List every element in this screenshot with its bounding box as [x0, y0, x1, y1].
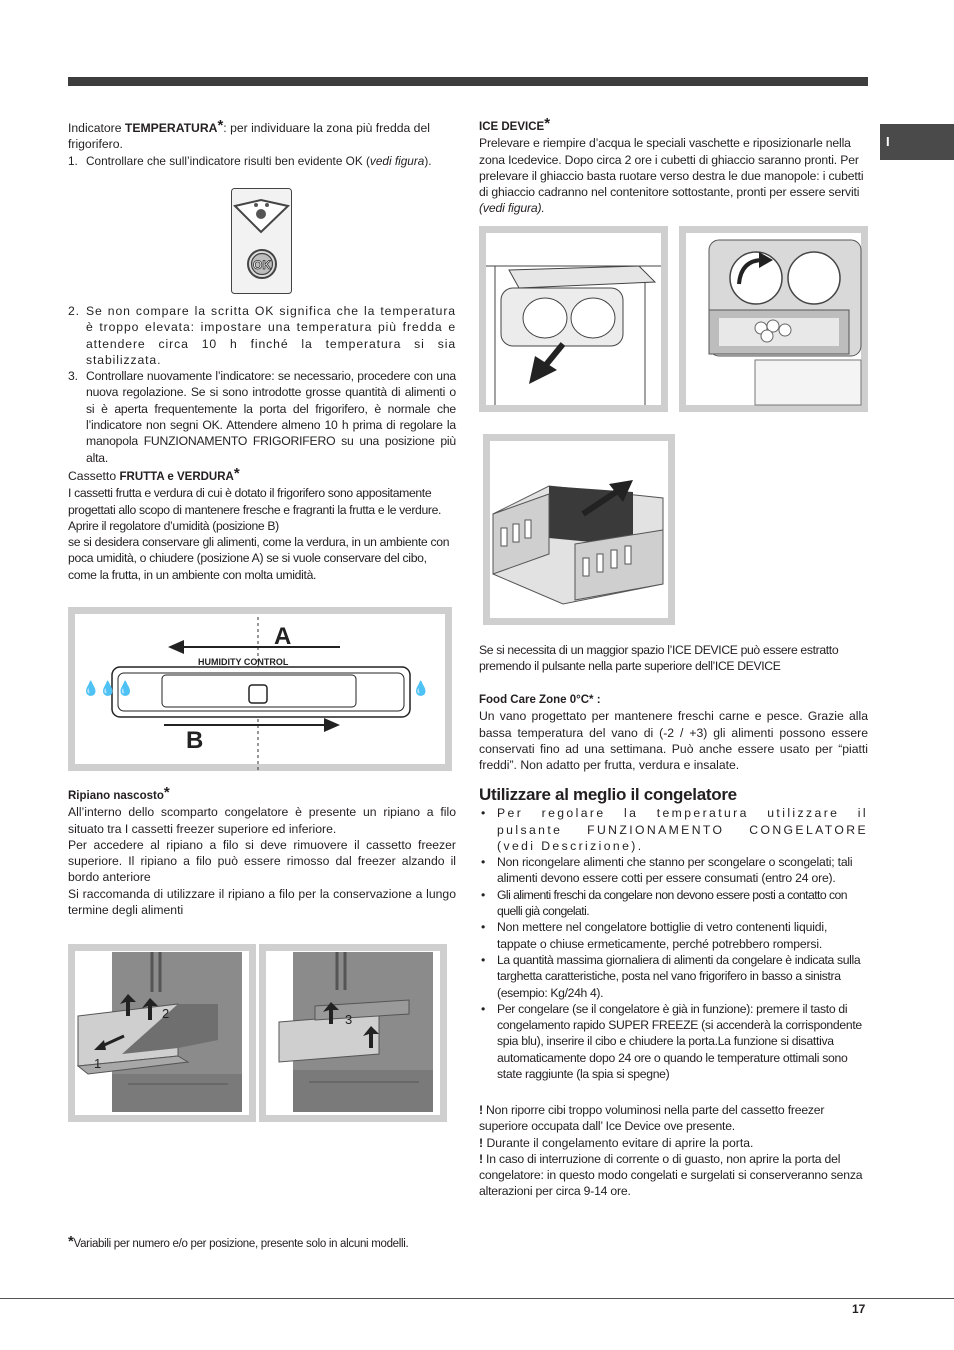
- position-a-label: A: [274, 623, 292, 650]
- language-tab-label: I: [886, 134, 890, 149]
- list-item: • Per regolare la temperatura utilizzare il pulsante FUNZIONAMENTO CONGELATORE (vedi Descrizione).: [481, 806, 868, 853]
- list-item: • La quantità massima giornaliera di alimenti da congelare è indicata sulla targhetta caratteristiche, posta nel vano frigorifero in basso a sinistra (esempio: Kg/24h 4).: [481, 952, 861, 1000]
- position-b-label: B: [186, 727, 204, 754]
- temp-heading: TEMPERATURA: [124, 121, 218, 135]
- list-item: • Non mettere nel congelatore bottiglie di vetro contenenti liquidi, tappate o chiuse ermeticamente, perché potrebbero rompersi.: [481, 920, 828, 951]
- warning-item: ! Durante il congelamento evitare di aprire la porta.: [479, 1135, 754, 1150]
- warning-item: ! In caso di interruzione di corrente o di guasto, non aprire la porta del congelatore: in questo modo congelati e surgelati si conserveranno senza alterazioni per circa 9-14 ore.: [479, 1151, 863, 1199]
- list-item: • Gli alimenti freschi da congelare non devono essere posti a contatto con quelli già congelati.: [481, 887, 847, 919]
- footnote-text: Variabili per numero e/o per posizione, presente solo in alcuni modelli.: [73, 1238, 409, 1250]
- food-care-section: [479, 691, 868, 773]
- humidity-control-label: HUMIDITY CONTROL: [198, 657, 289, 667]
- high-humidity-icon: 💧💧💧: [82, 680, 135, 696]
- ice-device-heading: ICE DEVICE: [479, 121, 545, 133]
- shelf-text-1: All’interno dello scomparto congelatore è presente un ripiano a filo situato tra I cassetti freezer superiore ed inferiore.: [68, 805, 456, 836]
- temperature-section: Indicatore TEMPERATURA*: per individuare la zona più fredda del frigorifero. 1. Controllare che sull’indicatore risulti ben evidente OK (vedi figura).: [68, 117, 432, 168]
- freezer-drawer-figure-2: [259, 944, 447, 1122]
- step-3-text: Controllare nuovamente l’indicatore: se necessario, procedere con una nuova regolazione. Se si sono introdotte grosse quantità di alimenti o si è aperta frequentemente la porta del frigorifero, è normale che l’indicatore non segni OK. Attendere almeno 10 h prima di regolare la manopola FUNZIONAMENTO FRIGORIFERO su una posizione più alta.: [86, 369, 456, 465]
- temp-prefix: Indicatore: [68, 121, 125, 135]
- low-humidity-icon: 💧: [412, 680, 430, 696]
- step-3-marker: 3: [345, 1012, 353, 1027]
- step-number: 1.: [68, 153, 78, 168]
- step-2-text: Se non compare la scritta OK significa che la temperatura è troppo elevata: impostare una temperatura più fredda e attendere circa 10 h finché la temperatura si sia stabilizzata.: [86, 304, 456, 367]
- shelf-heading: Ripiano nascosto: [68, 790, 164, 802]
- freezer-drawer-figure-1: [68, 944, 256, 1122]
- asterisk: *: [217, 117, 224, 134]
- ice-extract-section: [479, 642, 868, 675]
- step-2-marker: 2: [162, 1006, 170, 1021]
- header-bar: [68, 77, 868, 86]
- ice-device-figure-3: [483, 434, 675, 625]
- ice-device-figure-2: [679, 226, 868, 412]
- temperature-steps: 2. Se non compare la scritta OK significa che la temperatura è troppo elevata: impostare una temperatura più fredda e attendere circa 10 h finché la temperatura si sia stabilizzata. 3. Controllare nuovamente l’indicatore: se necessario, procedere con una nuova regolazione. Se si sono introdotte grosse quantità di alimenti o si è aperta frequentemente la porta del frigorifero, è normale che l’indicatore non segni OK. Attendere almeno 10 h prima di regolare la manopola FUNZIONAMENTO FRIGORIFERO su una posizione più alta.: [68, 304, 456, 465]
- freezer-section: [479, 787, 868, 1082]
- temp-intro: : per individuare la zona più fredda del frigorifero.: [68, 121, 430, 152]
- shelf-text-3: Si raccomanda di utilizzare il ripiano a filo per la conservazione a lungo termine degli alimenti: [68, 886, 456, 918]
- ok-label: OK: [253, 258, 271, 272]
- temperature-indicator-figure: [231, 188, 292, 294]
- warning-icon: !: [479, 1135, 484, 1150]
- food-care-text: Un vano progettato per mantenere freschi carne e pesce. Grazie alla bassa temperatura del vano di (-2 / +3) gli alimenti possono essere conservati fino ad una settimana. Può anche essere usato per “piatti freddi”. Non adatto per frutta, verdura e insalate.: [479, 709, 868, 773]
- fruit-drawer-section: Cassetto FRUTTA e VERDURA* I cassetti frutta e verdura di cui è dotato il frigorifero sono appositamente progettati allo scopo di mantenere fresche e fragranti la frutta e le verdure. Aprire il regolatore d’umidità (posizione B) se si desidera conservare gli alimenti, come la verdura, in un ambiente con poca umidità, o chiudere (posizione A) se si vuole conservare del cibo, come la frutta, in un ambiente con molta umidità.: [68, 468, 456, 583]
- step-1-marker: 1: [94, 1056, 102, 1071]
- ice-extract-text: Se si necessita di un maggior spazio l’ICE DEVICE può essere estratto premendo il pulsante nella parte superiore dell’ICE DEVICE: [479, 643, 839, 674]
- hidden-shelf-section: Ripiano nascosto* All’interno dello scomparto congelatore è presente un ripiano a filo situato tra I cassetti freezer superiore ed inferiore. Per accedere al ripiano a filo si deve rimuovere il cassetto freezer superiore. Il ripiano a filo può essere rimosso dal freezer alzando il bordo anteriore Si raccomanda di utilizzare il ripiano a filo per la conservazione a lungo termine degli alimenti: [68, 784, 456, 918]
- drawer-text-1: I cassetti frutta e verdura di cui è dotato il frigorifero sono appositamente progettati allo scopo di mantenere fresche e fragranti la frutta e le verdure. Aprire il regolatore d’umidità (posizione B): [68, 486, 442, 533]
- warning-icon: !: [479, 1103, 483, 1117]
- list-item: • Non ricongelare alimenti che stanno per scongelare o scongelati; tali alimenti devono essere cotti per essere consumati (entro 24 ore).: [481, 855, 853, 886]
- warnings-section: [479, 1102, 868, 1200]
- ice-device-text: Prelevare e riempire d’acqua le speciali vaschette e riposizionarle nella zona Icedevice. Dopo circa 2 ore i cubetti di ghiaccio saranno pronti. Per prelevare il ghiaccio basta ruotare verso destra le due manopole: i cubetti di ghiaccio cadranno nel contenitore sottostante, pronti per essere serviti: [479, 136, 864, 200]
- drawer-text-2: se si desidera conservare gli alimenti, come la verdura, in un ambiente con poca umidità, o chiudere (posizione A) se si vuole conservare del cibo, come la frutta, in un ambiente con molta umidità.: [68, 535, 450, 582]
- ice-device-section: ICE DEVICE* Prelevare e riempire d’acqua le speciali vaschette e riposizionarle nella zona Icedevice. Dopo circa 2 ore i cubetti di ghiaccio saranno pronti. Per prelevare il ghiaccio basta ruotare verso destra le due manopole: i cubetti di ghiaccio cadranno nel contenitore sottostante, pronti per essere serviti (vedi figura).: [479, 115, 864, 216]
- ice-device-figure-1: [479, 226, 668, 412]
- food-care-heading: Food Care Zone 0°C* :: [479, 694, 601, 706]
- shelf-text-2: Per accedere al ripiano a filo si deve rimuovere il cassetto freezer superiore. Il ripiano a filo può essere rimosso dal freezer alzando il bordo anteriore: [68, 837, 456, 885]
- warning-icon: !: [479, 1151, 483, 1166]
- footer-rule: [0, 1298, 954, 1299]
- footnote: *Variabili per numero e/o per posizione, presente solo in alcuni modelli.: [68, 1233, 409, 1250]
- list-item: • Per congelare (se il congelatore è già in funzione): premere il tasto di congelamento rapido SUPER FREEZE (si accenderà la corrispondente spia blu), inserire il cibo e chiudere la porta.La funzione si disattiva automaticamente dopo 24 ore o quando le temperature ottimali sono state raggiunte (la spia si spegne): [481, 1001, 862, 1082]
- warning-item: ! Non riporre cibi troppo voluminosi nella parte del cassetto freezer superiore occupata dall’ Ice Device ove presente.: [479, 1103, 825, 1134]
- freezer-heading: Utilizzare al meglio il congelatore: [479, 785, 737, 804]
- humidity-control-figure: [68, 607, 452, 771]
- language-tab: [880, 124, 954, 160]
- page-number: 17: [852, 1302, 866, 1316]
- drawer-heading: FRUTTA e VERDURA: [119, 471, 234, 483]
